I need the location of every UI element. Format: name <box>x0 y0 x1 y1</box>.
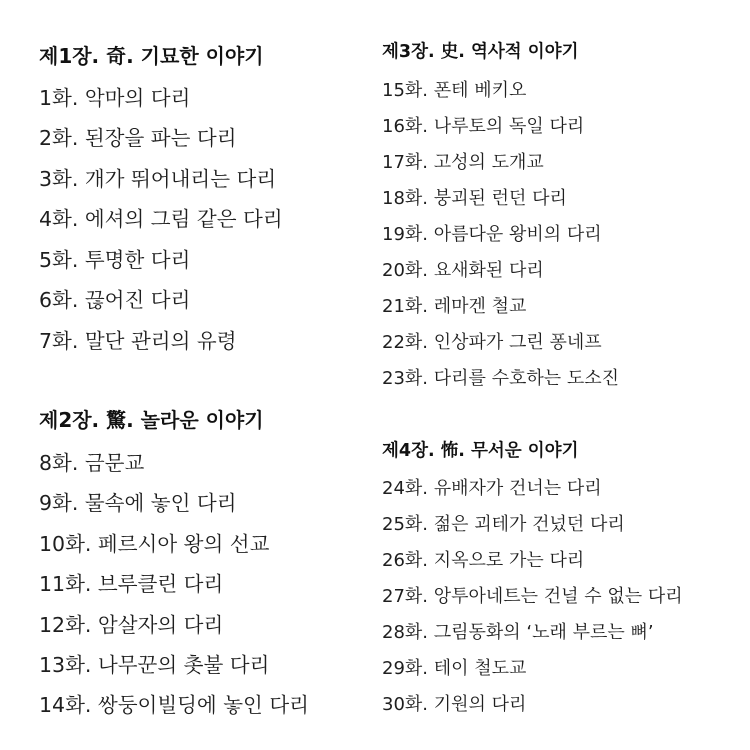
episode-16: 16화. 나루토의 독일 다리 <box>382 116 585 137</box>
episode-2: 2화. 된장을 파는 다리 <box>39 126 237 150</box>
episode-6: 6화. 끊어진 다리 <box>39 288 191 312</box>
episode-19: 19화. 아름다운 왕비의 다리 <box>382 224 602 245</box>
episode-3: 3화. 개가 뛰어내리는 다리 <box>39 167 277 191</box>
episode-10: 10화. 페르시아 왕의 선교 <box>39 532 270 556</box>
episode-18: 18화. 붕괴된 런던 다리 <box>382 188 567 209</box>
episode-8: 8화. 금문교 <box>39 451 145 475</box>
episode-24: 24화. 유배자가 건너는 다리 <box>382 478 602 499</box>
episode-27: 27화. 앙투아네트는 건널 수 없는 다리 <box>382 586 683 607</box>
episode-29: 29화. 테이 철도교 <box>382 658 527 679</box>
episode-4: 4화. 에셔의 그림 같은 다리 <box>39 207 283 231</box>
episode-9: 9화. 물속에 놓인 다리 <box>39 491 237 515</box>
chapter-1-heading: 제1장. 奇. 기묘한 이야기 <box>39 44 264 68</box>
episode-11: 11화. 브루클린 다리 <box>39 572 224 596</box>
episode-7: 7화. 말단 관리의 유령 <box>39 329 237 353</box>
episode-14: 14화. 쌍둥이빌딩에 놓인 다리 <box>39 693 309 717</box>
episode-5: 5화. 투명한 다리 <box>39 248 191 272</box>
episode-13: 13화. 나무꾼의 촛불 다리 <box>39 653 270 677</box>
episode-12: 12화. 암살자의 다리 <box>39 613 224 637</box>
episode-22: 22화. 인상파가 그린 퐁네프 <box>382 332 602 353</box>
episode-30: 30화. 기원의 다리 <box>382 694 527 715</box>
episode-26: 26화. 지옥으로 가는 다리 <box>382 550 585 571</box>
episode-17: 17화. 고성의 도개교 <box>382 152 544 173</box>
episode-20: 20화. 요새화된 다리 <box>382 260 544 281</box>
chapter-4-heading: 제4장. 怖. 무서운 이야기 <box>382 441 579 461</box>
episode-21: 21화. 레마겐 철교 <box>382 296 527 317</box>
chapter-3-heading: 제3장. 史. 역사적 이야기 <box>382 42 579 62</box>
episode-1: 1화. 악마의 다리 <box>39 86 191 110</box>
episode-28: 28화. 그림동화의 ‘노래 부르는 뼈’ <box>382 622 654 643</box>
episode-23: 23화. 다리를 수호하는 도소진 <box>382 368 620 389</box>
episode-15: 15화. 폰테 베키오 <box>382 80 527 101</box>
episode-25: 25화. 젊은 괴테가 건넜던 다리 <box>382 514 625 535</box>
chapter-2-heading: 제2장. 驚. 놀라운 이야기 <box>39 408 264 432</box>
